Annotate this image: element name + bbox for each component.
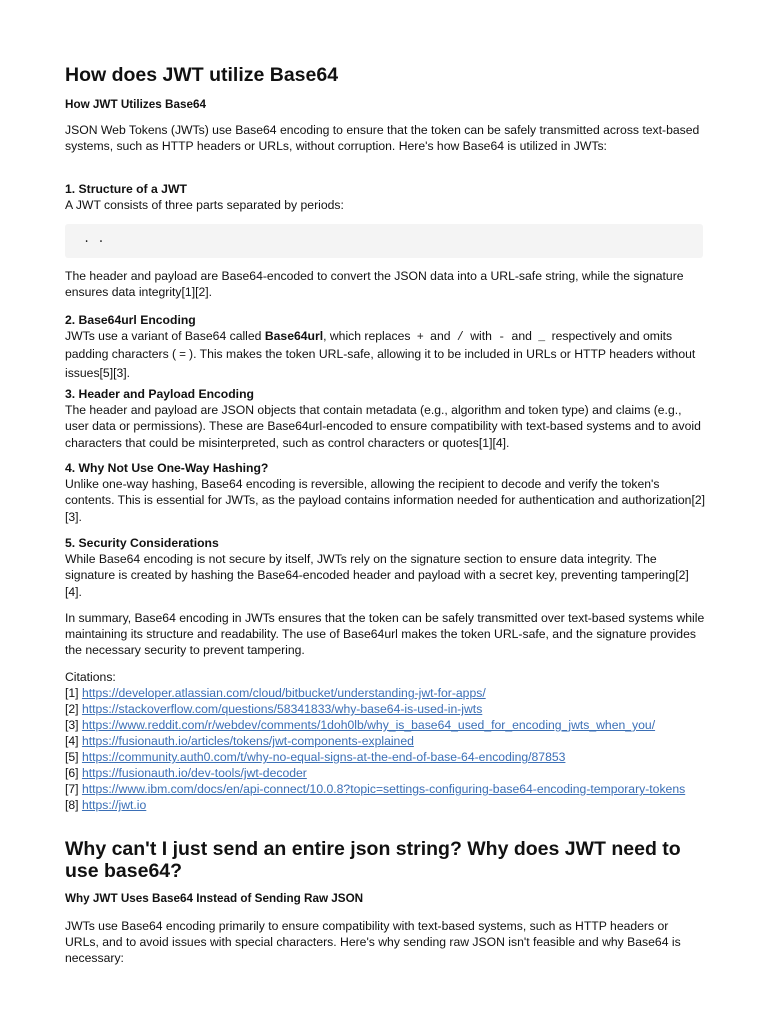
text-fragment: ). This makes the token URL-safe, allowing it to be included in URLs or HTTP headers without issues[5][3].	[65, 347, 696, 380]
section-title: 1. Structure of a JWT	[65, 182, 187, 196]
section-text: Unlike one-way hashing, Base64 encoding is reversible, allowing the recipient to decode and verify the token's contents. This is essential for JWTs, as the payload contains information needed for authentication and authorization[2][3].	[65, 477, 705, 524]
code-text: . .	[83, 232, 105, 246]
citation-number: [7]	[65, 782, 82, 796]
citation-item	[65, 797, 705, 813]
citations-label: Citations:	[65, 670, 116, 684]
section-structure	[65, 181, 705, 213]
citation-item	[65, 733, 705, 749]
citation-link[interactable]: https://fusionauth.io/dev-tools/jwt-decoder	[81, 766, 307, 780]
citation-link[interactable]: https://stackoverflow.com/questions/58341833/why-base64-is-used-in-jwts	[81, 702, 483, 716]
citation-item	[65, 765, 705, 781]
summary-paragraph: In summary, Base64 encoding in JWTs ensures that the token can be safely transmitted over text-based systems while maintaining its structure and readability. The use of Base64url makes the token URL-safe, and the signature provides the necessary security to prevent tampering.	[65, 611, 705, 658]
citation-item	[65, 749, 705, 765]
citation-link[interactable]: https://developer.atlassian.com/cloud/bitbucket/understanding-jwt-for-apps/	[81, 686, 486, 700]
section-subheading: How JWT Utilizes Base64	[65, 98, 206, 111]
citation-link[interactable]: https://www.reddit.com/r/webdev/comments/1doh0lb/why_is_base64_used_for_encoding_jwts_when_you/	[81, 718, 656, 732]
section-title: 2. Base64url Encoding	[65, 313, 196, 327]
intro-paragraph-2: JWTs use Base64 encoding primarily to ensure compatibility with text-based systems, such as HTTP headers or URLs, and to avoid issues with special characters. Here's why sending raw JSON isn't feasible and why Base64 is necessary:	[65, 919, 681, 966]
citation-number: [3]	[65, 718, 82, 732]
bold-term: Base64url	[264, 329, 324, 344]
page-title: How does JWT utilize Base64	[65, 64, 339, 86]
section-base64url	[65, 312, 705, 381]
citation-number: [8]	[65, 798, 82, 812]
inline-code: /	[456, 331, 464, 345]
inline-code: _	[538, 331, 546, 345]
section-text: The header and payload are JSON objects that contain metadata (e.g., algorithm and token type) and claims (e.g., user data or permissions). These are Base64url-encoded to ensure compatibility with text-based systems and to avoid characters that could be misinterpreted, such as control characters or quotes[1][4].	[65, 403, 701, 450]
citation-item	[65, 685, 705, 701]
citations	[65, 669, 705, 813]
citation-link[interactable]: https://fusionauth.io/articles/tokens/jwt-components-explained	[81, 734, 414, 748]
structure-explanation: The header and payload are Base64-encoded to convert the JSON data into a URL-safe string, while the signature ensures data integrity[1][2].	[65, 269, 684, 300]
citation-number: [5]	[65, 750, 82, 764]
section-heading: Why can't I just send an entire json string? Why does JWT need to use base64?	[65, 838, 681, 882]
section-subheading: Why JWT Uses Base64 Instead of Sending Raw JSON	[65, 892, 364, 905]
section-header-payload	[65, 386, 705, 451]
intro-paragraph: JSON Web Tokens (JWTs) use Base64 encoding to ensure that the token can be safely transmitted across text-based systems, such as HTTP headers or URLs, without corruption. Here's how Base64 is utilized in JWTs:	[65, 123, 700, 154]
section-security	[65, 535, 705, 600]
inline-code: -	[498, 331, 506, 345]
citation-number: [4]	[65, 734, 82, 748]
inline-code: =	[179, 349, 187, 363]
text-fragment: JWTs use a variant of Base64 called	[65, 329, 265, 344]
text-fragment: and	[508, 329, 536, 344]
text-fragment: respectively and omits padding characters (	[65, 329, 673, 362]
text-fragment: , which replaces	[323, 329, 414, 344]
citation-link[interactable]: https://www.ibm.com/docs/en/api-connect/10.0.8?topic=settings-configuring-base64-encoding-temporary-tokens	[81, 782, 686, 796]
citation-item	[65, 701, 705, 717]
citation-link[interactable]: https://jwt.io	[81, 798, 147, 812]
section-title: 4. Why Not Use One-Way Hashing?	[65, 461, 269, 475]
text-fragment: with	[466, 329, 496, 344]
text-fragment: and	[426, 329, 454, 344]
citation-number: [6]	[65, 766, 82, 780]
citation-number: [2]	[65, 702, 82, 716]
section-one-way-hashing	[65, 460, 705, 525]
citation-item	[65, 781, 705, 797]
section-text: While Base64 encoding is not secure by itself, JWTs rely on the signature section to ensure data integrity. The signature is created by hashing the Base64-encoded header and payload with a secret key, preventing tampering[2][4].	[65, 552, 689, 599]
citation-item	[65, 717, 705, 733]
citation-number: [1]	[65, 686, 82, 700]
citation-link[interactable]: https://community.auth0.com/t/why-no-equal-signs-at-the-end-of-base-64-encoding/87853	[81, 750, 566, 764]
section-title: 3. Header and Payload Encoding	[65, 387, 254, 401]
section-text: A JWT consists of three parts separated by periods:	[65, 198, 344, 213]
code-block	[65, 224, 703, 258]
section-title: 5. Security Considerations	[65, 536, 219, 550]
inline-code: +	[416, 331, 424, 345]
